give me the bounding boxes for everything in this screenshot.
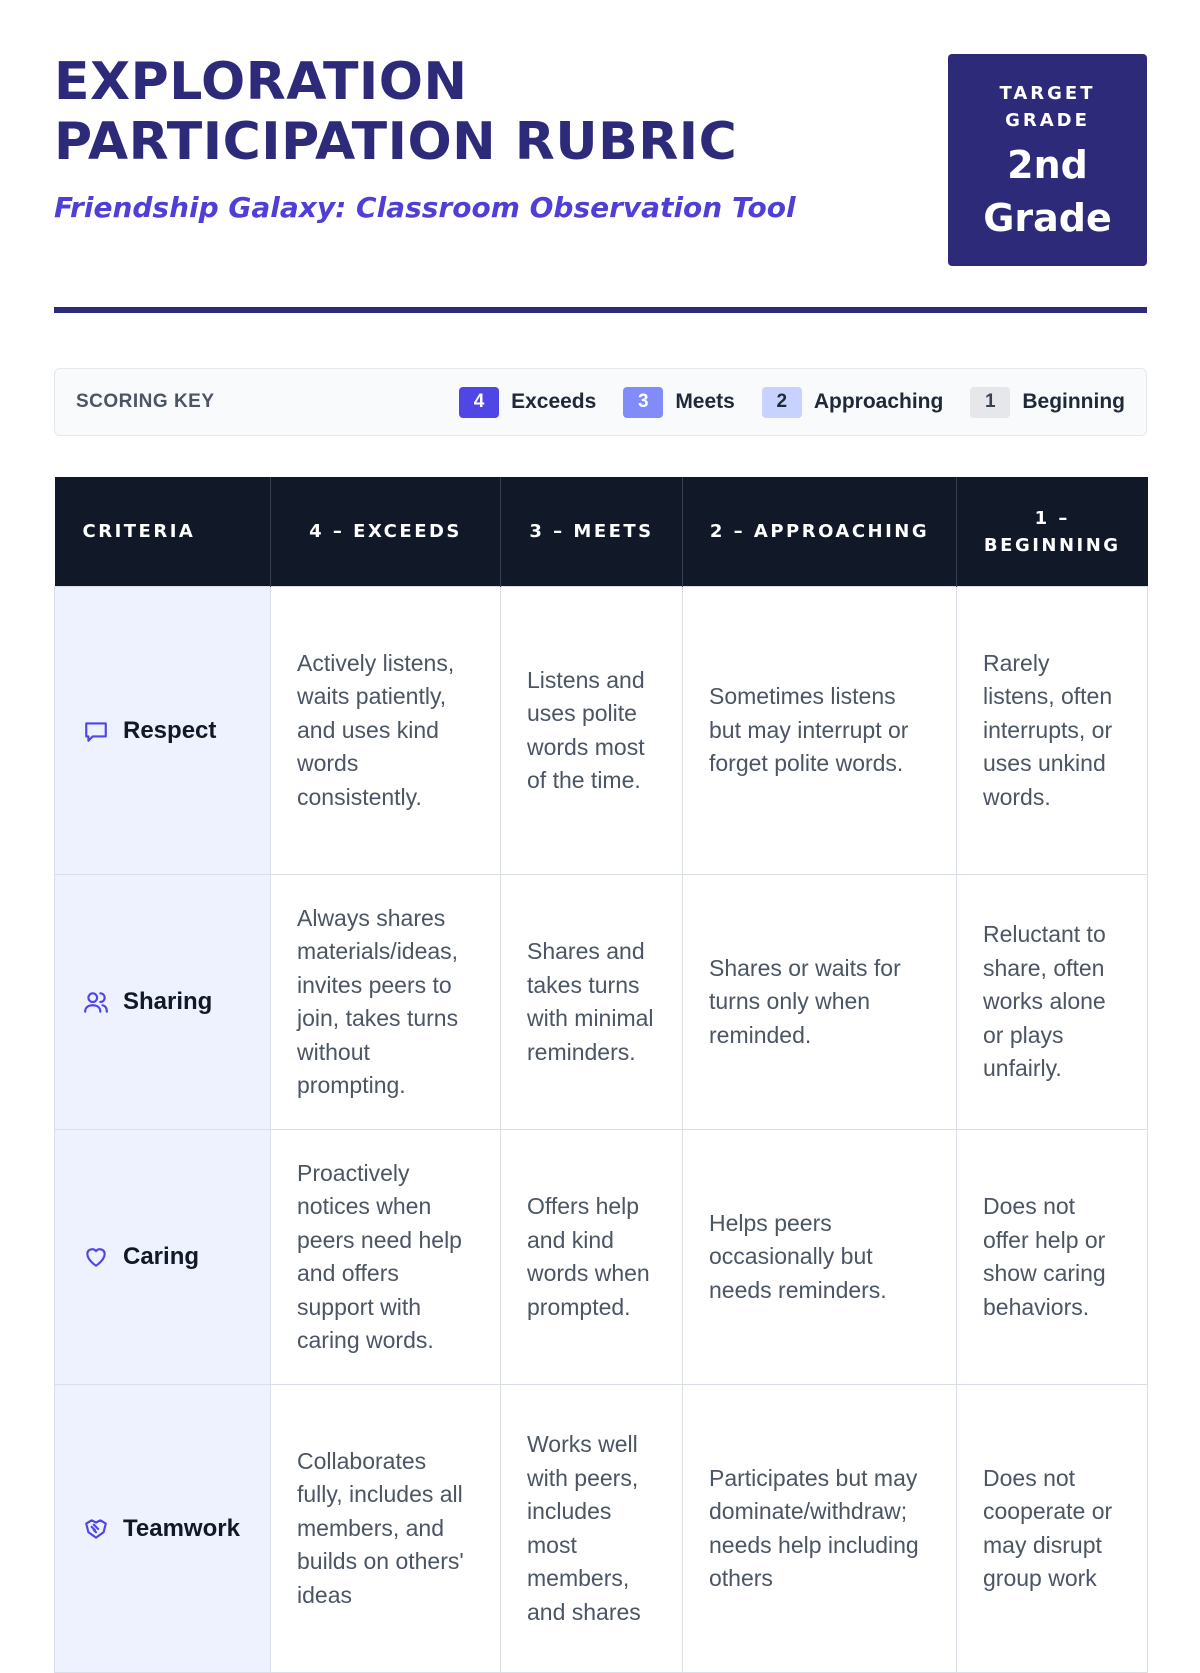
target-grade-label [948,80,1147,134]
grade-value-line-1: 2nd [1007,143,1088,187]
cell-approaching: Helps peers occasionally but needs reminders. [683,1130,957,1385]
cell-beginning: Does not offer help or show caring behaviors. [957,1130,1148,1385]
heart-icon [83,1244,109,1270]
score-chip: 4 [459,387,499,418]
column-header-beginning: 1 – BEGINNING [957,477,1148,587]
table-row [55,587,1148,875]
cell-meets: Listens and uses polite words most of the time. [501,587,683,875]
column-header-criteria: CRITERIA [55,477,271,587]
cell-exceeds: Always shares materials/ideas, invites peers to join, takes turns without prompting. [271,875,501,1130]
grade-value-line-2: Grade [983,196,1112,240]
criteria-cell [55,875,271,1130]
cell-meets: Works well with peers, includes most members, and shares [501,1385,683,1673]
cell-approaching: Participates but may dominate/withdraw; needs help including others [683,1385,957,1673]
score-chip: 2 [762,387,802,418]
key-item-approaching [762,387,944,418]
target-grade-value [948,139,1147,245]
column-header-meets: 3 – MEETS [501,477,683,587]
cell-exceeds: Proactively notices when peers need help and offers support with caring words. [271,1130,501,1385]
scoring-key-title: SCORING KEY [76,391,215,412]
scoring-key [54,368,1147,436]
criteria-cell [55,587,271,875]
cell-exceeds: Collaborates fully, includes all members, and builds on others' ideas [271,1385,501,1673]
key-label: Meets [675,390,735,413]
title-line-2: PARTICIPATION RUBRIC [54,112,738,172]
grade-label-line-1: TARGET [999,83,1096,104]
criteria-name: Sharing [123,988,213,1016]
key-label: Approaching [813,390,944,413]
criteria-name: Caring [123,1243,200,1271]
cell-approaching: Sometimes listens but may interrupt or forget polite words. [683,587,957,875]
rubric-table [54,477,1148,1673]
table-header-row [55,477,1148,587]
scoring-key-items [432,387,1125,418]
criteria-cell [55,1385,271,1673]
header-divider [54,307,1147,313]
cell-exceeds: Actively listens, waits patiently, and uses kind words consistently. [271,587,501,875]
key-label: Beginning [1022,390,1125,413]
people-icon [83,989,109,1015]
table-row [55,1130,1148,1385]
key-item-beginning [970,387,1125,418]
cell-beginning: Does not cooperate or may disrupt group work [957,1385,1148,1673]
page-header [54,52,1147,267]
handshake-icon [83,1516,109,1542]
criteria-name: Teamwork [123,1514,240,1542]
target-grade-badge [948,54,1147,266]
criteria-name: Respect [123,716,217,744]
key-label: Exceeds [511,390,597,413]
column-header-approaching: 2 – APPROACHING [683,477,957,587]
cell-beginning: Reluctant to share, often works alone or plays unfairly. [957,875,1148,1130]
score-chip: 1 [970,387,1010,418]
column-header-exceeds: 4 – EXCEEDS [271,477,501,587]
table-row [55,875,1148,1130]
key-item-meets [623,387,735,418]
speech-bubble-icon [83,718,109,744]
cell-approaching: Shares or waits for turns only when reminded. [683,875,957,1130]
score-chip: 3 [623,387,663,418]
table-row [55,1385,1148,1673]
cell-meets: Offers help and kind words when prompted. [501,1130,683,1385]
grade-label-line-2: GRADE [1005,110,1090,131]
key-item-exceeds [459,387,596,418]
cell-beginning: Rarely listens, often interrupts, or uses unkind words. [957,587,1148,875]
cell-meets: Shares and takes turns with minimal reminders. [501,875,683,1130]
title-line-1: EXPLORATION [54,52,468,112]
criteria-cell [55,1130,271,1385]
page-subtitle: Friendship Galaxy: Classroom Observation Tool [54,191,796,224]
